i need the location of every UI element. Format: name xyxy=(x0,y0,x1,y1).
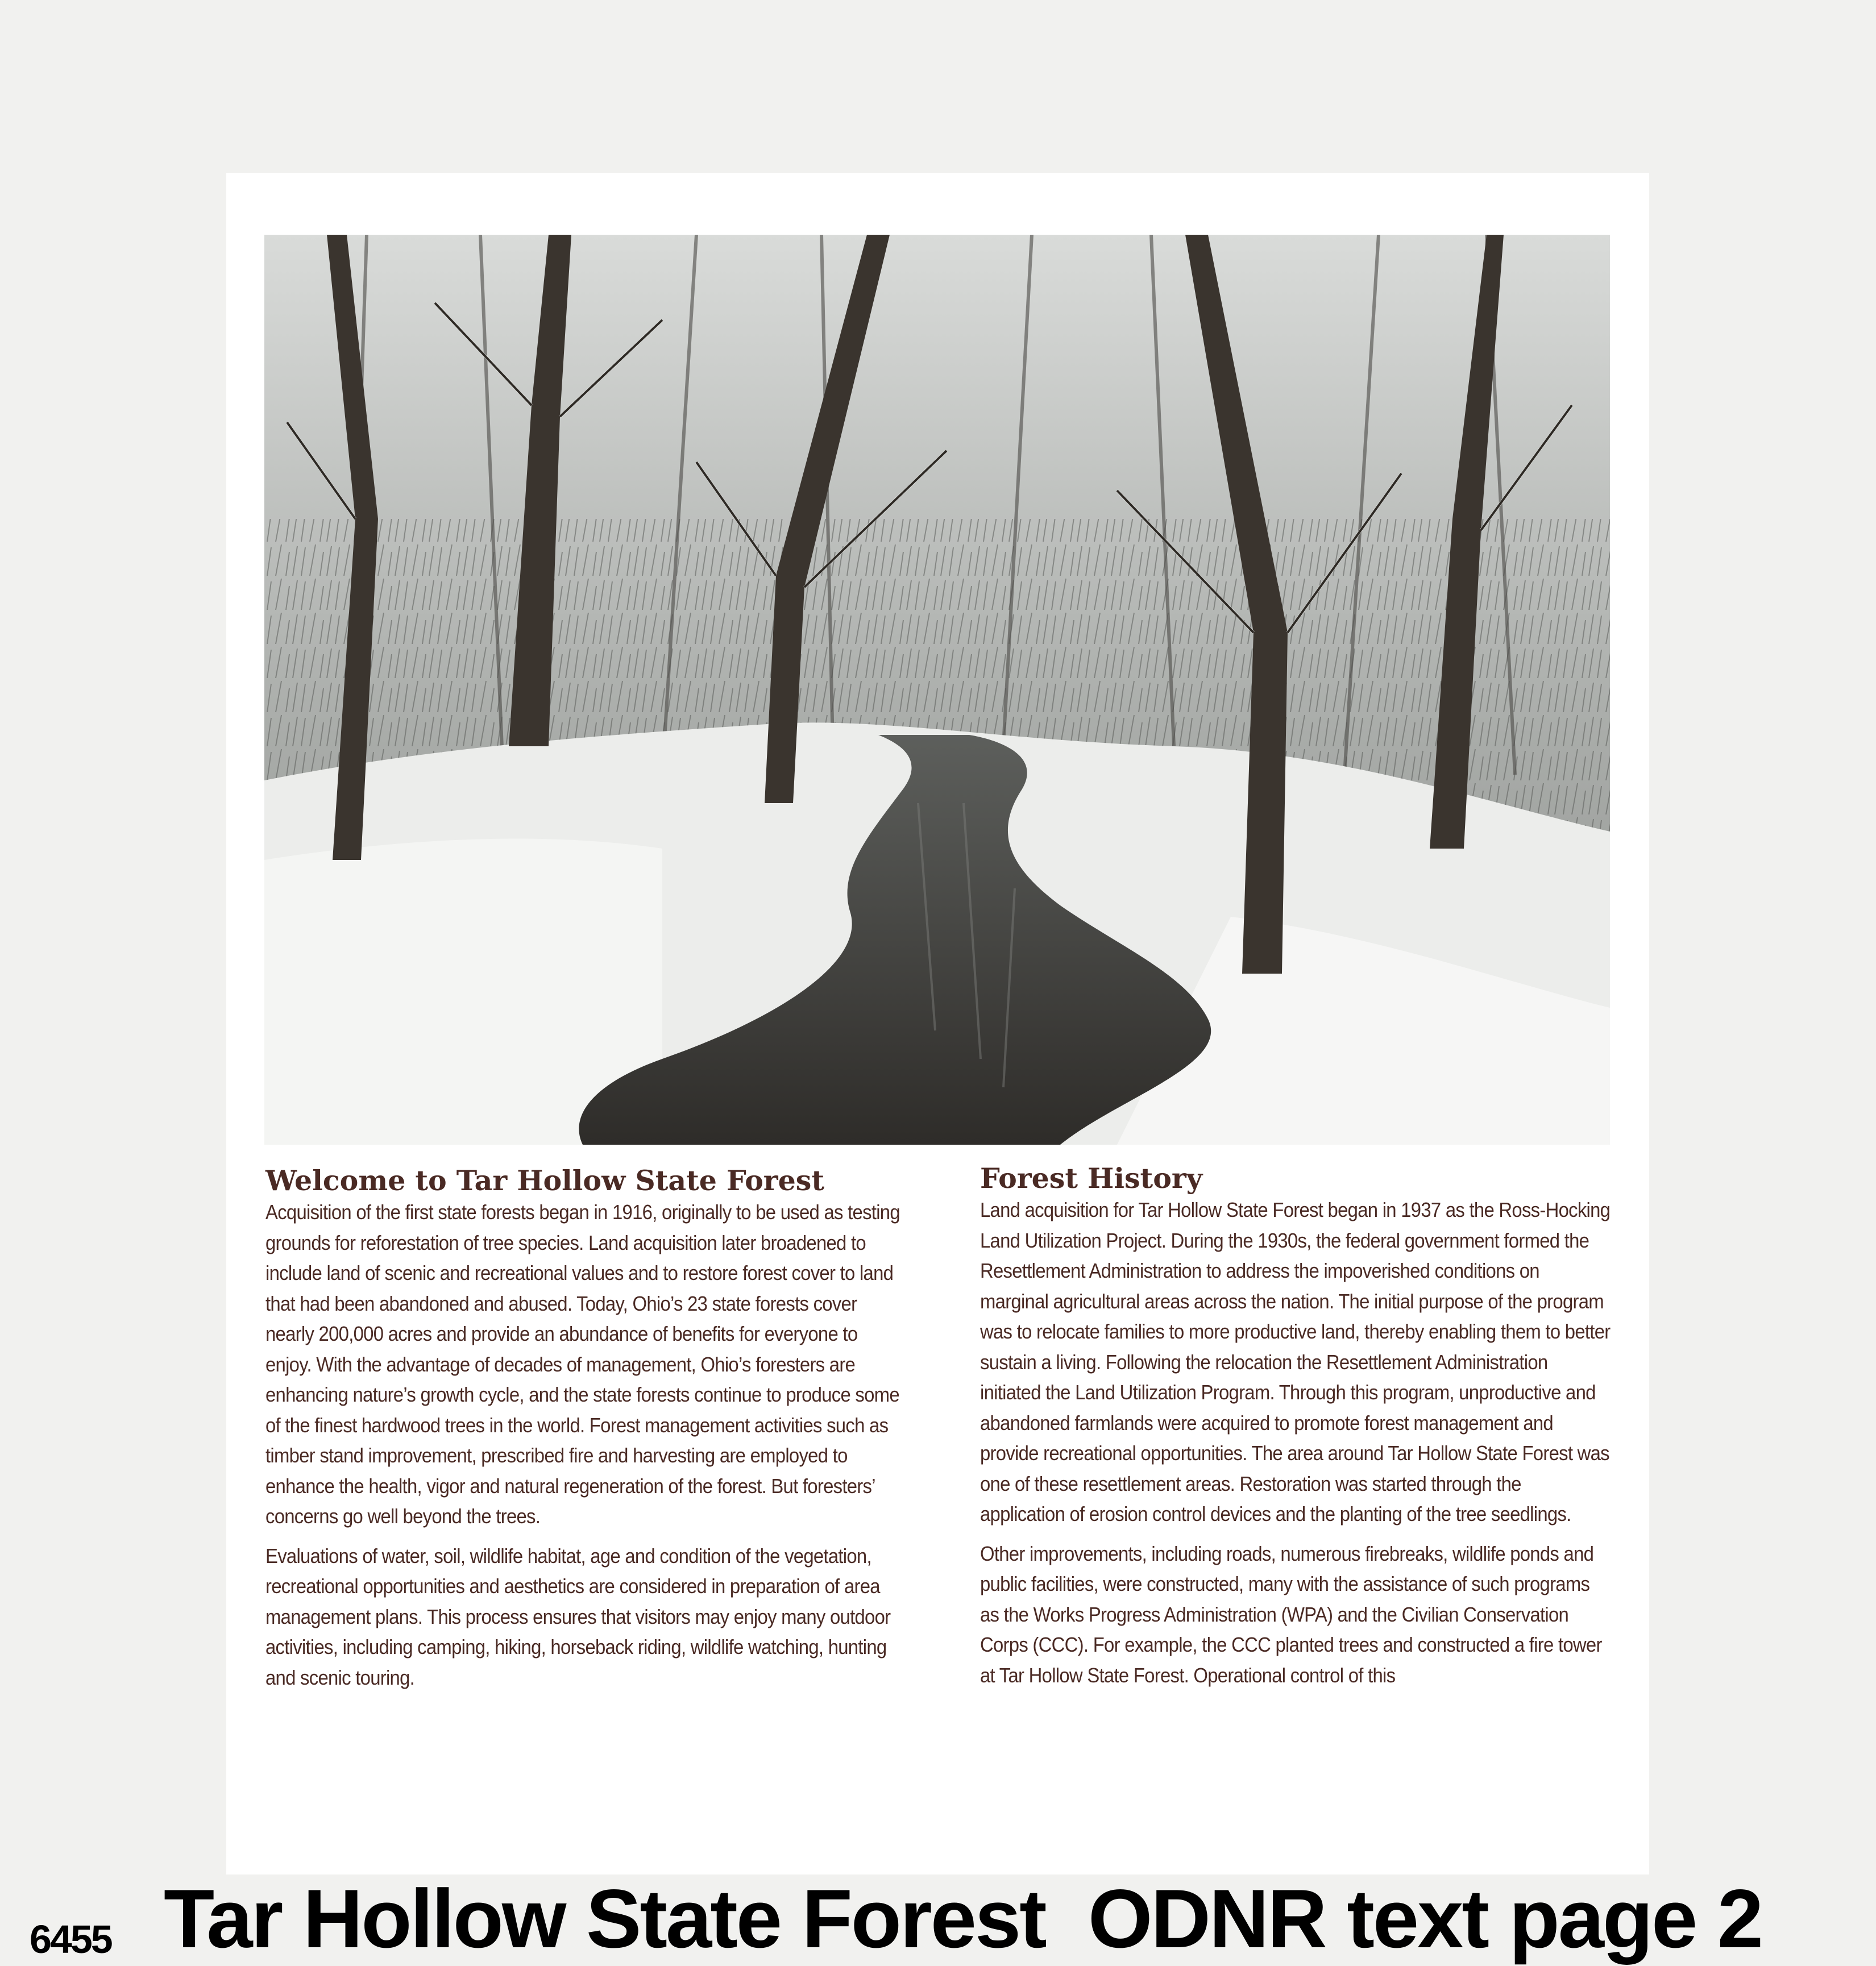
snowy-forest-creek-illustration xyxy=(264,235,1610,1145)
forest-history-paragraph-1: Land acquisition for Tar Hollow State Forest began in 1937 as the Ross-Hocking Land Utilization Project. During the 1930s, the federal government formed the Resettlement Administration to address the impoverished conditions on marginal agricultural areas across the nation. The initial purpose of the program was to relocate families to more productive land, thereby enabling them to better sustain a living. Following the relocation the Resettlement Administration initiated the Land Utilization Program. Through this program, unproductive and abandoned farmlands were acquired to promote forest management and provide recreational opportunities. The area around Tar Hollow State Forest was one of these resettlement areas. Restoration was started through the application of erosion control devices and the planting of the tree seedlings. xyxy=(980,1198,1611,1526)
footer-number: 6455 xyxy=(30,1917,111,1961)
welcome-heading: Welcome to Tar Hollow State Forest xyxy=(265,1164,824,1197)
forest-history-paragraph-2: Other improvements, including roads, numerous firebreaks, wildlife ponds and public facilities, were constructed, many with the assistance of such programs as the Works Progress Administration (WPA) and the Civilian Conservation Corps (CCC). For example, the CCC planted trees and constructed a fire tower at Tar Hollow State Forest. Operational control of this xyxy=(980,1541,1602,1687)
document-page xyxy=(226,173,1649,1874)
welcome-paragraph-1: Acquisition of the first state forests began in 1916, originally to be used as testing grounds for reforestation of tree species. Land acquisition later broadened to include land of scenic and recreational values and to restore forest cover to land that had been abandoned and abused. Today, Ohio’s 23 state forests cover nearly 200,000 acres and provide an abundance of benefits for everyone to enjoy. With the advantage of decades of management, Ohio’s foresters are enhancing nature’s growth cycle, and the state forests continue to produce some of the finest hardwood trees in the world. Forest management activities such as timber stand improvement, prescribed fire and harvesting are employed to enhance the health, vigor and natural regeneration of the forest. But foresters’ concerns go well beyond the trees. xyxy=(265,1200,900,1528)
welcome-section xyxy=(265,1164,902,1693)
footer-title: Tar Hollow State Forest ODNR text page 2 xyxy=(164,1872,1762,1965)
welcome-paragraph-2: Evaluations of water, soil, wildlife habitat, age and condition of the vegetation, recreational opportunities and aesthetics are considered in preparation of area management plans. This process ensures that visitors may enjoy many outdoor activities, including camping, hiking, horseback riding, wildlife watching, hunting and scenic touring. xyxy=(265,1544,891,1689)
forest-history-section xyxy=(980,1162,1611,1690)
winter-creek-photo xyxy=(264,235,1610,1145)
forest-history-heading: Forest History xyxy=(980,1162,1203,1195)
